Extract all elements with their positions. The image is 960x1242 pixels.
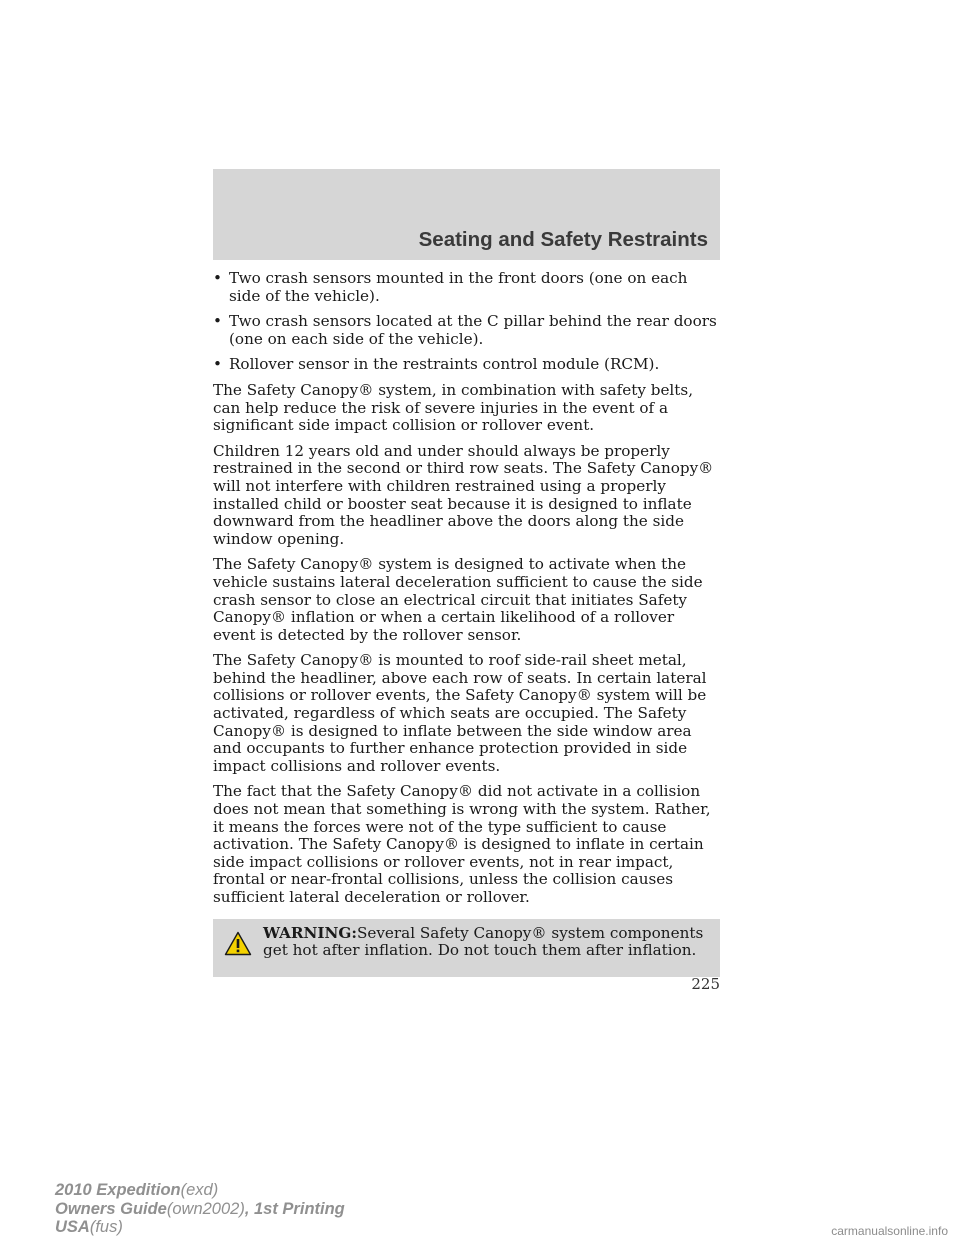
bullet-mark: • bbox=[213, 312, 222, 331]
bullet-mark: • bbox=[213, 269, 222, 287]
page-number: 225 bbox=[691, 975, 720, 993]
footer-printing: , 1st Printing bbox=[244, 1199, 345, 1218]
footer-region: USA bbox=[55, 1218, 90, 1236]
list-item-text: Two crash sensors located at the C pillar behind the rear doors (one on each side of the vehicle). bbox=[229, 312, 717, 348]
section-title: Seating and Safety Restraints bbox=[418, 228, 708, 251]
warning-text bbox=[263, 925, 714, 960]
paragraph: Children 12 years old and under should always be properly restrained in the second or third row seats. The Safety Canopy® will not interfere with children restrained using a properly installed child or booster seat because it is designed to inflate downward from the headliner above the doors along the side window opening. bbox=[213, 441, 714, 548]
footer-imprint bbox=[55, 1181, 345, 1237]
footer-region-code: (fus) bbox=[89, 1218, 123, 1236]
footer-guide-code: (own2002) bbox=[166, 1199, 245, 1218]
footer-line bbox=[55, 1200, 345, 1219]
list-item-text: Rollover sensor in the restraints control module (RCM). bbox=[229, 355, 660, 374]
warning-message: Several Safety Canopy® system components get hot after inflation. Do not touch them after inflation. bbox=[263, 923, 704, 960]
paragraph: The Safety Canopy® system, in combination with safety belts, can help reduce the risk of severe injuries in the event of a significant side impact collision or rollover event. bbox=[213, 380, 694, 435]
warning-triangle-icon bbox=[224, 931, 252, 956]
page-content bbox=[213, 270, 720, 977]
section-header-band bbox=[213, 169, 720, 260]
footer-model: 2010 Expedition bbox=[55, 1181, 181, 1199]
list-item bbox=[213, 270, 720, 305]
footer-model-code: (exd) bbox=[180, 1181, 219, 1199]
list-item bbox=[213, 313, 720, 348]
paragraph: The fact that the Safety Canopy® did not activate in a collision does not mean that something is wrong with the system. Rather, it means the forces were not of the type sufficient to cause activation. The Safety Canopy® is designed to inflate in certain side impact collisions or rollover events, not in rear impact, frontal or near-frontal collisions, unless the collision causes sufficient lateral deceleration or rollover. bbox=[213, 782, 711, 906]
footer-line bbox=[55, 1181, 345, 1200]
list-item-text: Two crash sensors mounted in the front doors (one on each side of the vehicle). bbox=[229, 269, 688, 305]
paragraph: The Safety Canopy® is mounted to roof side-rail sheet metal, behind the headliner, above each row of seats. In certain lateral collisions or rollover events, the Safety Canopy® system will be activated, regardless of which seats are occupied. The Safety Canopy® is designed to inflate between the side window area and occupants to further enhance protection provided in side impact collisions and rollover events. bbox=[213, 651, 707, 775]
paragraph: The Safety Canopy® system is designed to activate when the vehicle sustains lateral deceleration sufficient to cause the side crash sensor to close an electrical circuit that initiates Safety Canopy® inflation or when a certain likelihood of a rollover event is detected by the rollover sensor. bbox=[213, 555, 703, 644]
bullet-mark: • bbox=[213, 355, 222, 374]
footer-line bbox=[55, 1218, 345, 1237]
sensor-list bbox=[213, 270, 720, 374]
warning-label: WARNING: bbox=[263, 923, 357, 942]
list-item bbox=[213, 356, 720, 374]
footer-guide: Owners Guide bbox=[55, 1199, 167, 1218]
watermark: carmanualsonline.info bbox=[831, 1224, 948, 1238]
warning-box bbox=[213, 919, 720, 977]
